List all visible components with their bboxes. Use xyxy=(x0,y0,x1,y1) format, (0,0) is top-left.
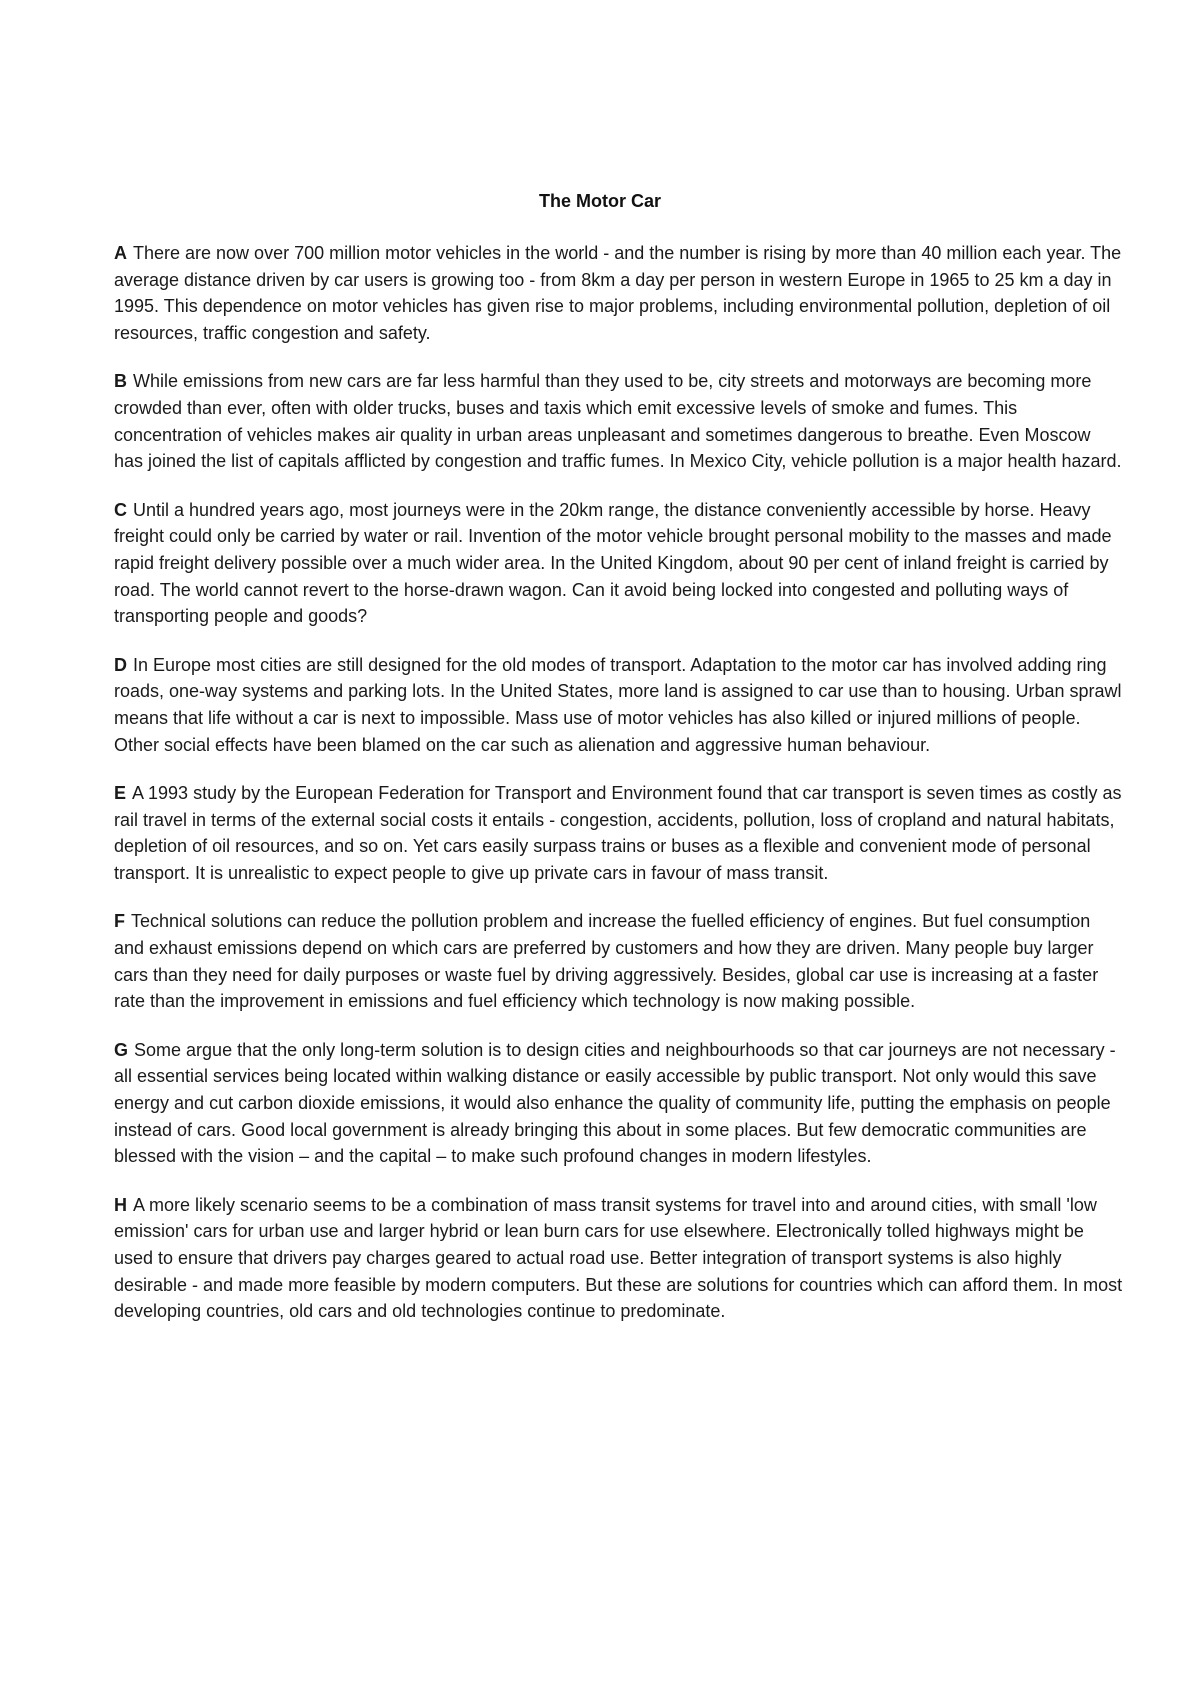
paragraph-g xyxy=(114,1037,1124,1170)
paragraph-h xyxy=(114,1192,1124,1325)
paragraph-text: A 1993 study by the European Federation for Transport and Environment found that car transport is seven times as costly as rail travel in terms of the external social costs it entails - congestion, accidents, pollution, loss of cropland and natural habitats, depletion of oil resources, and so on. Yet cars easily surpass trains or buses as a flexible and convenient mode of personal transport. It is unrealistic to expect people to give up private cars in favour of mass transit. xyxy=(114,783,1122,883)
paragraph-letter: B xyxy=(114,371,127,392)
document-body xyxy=(114,240,1124,1347)
paragraph-text: Technical solutions can reduce the pollution problem and increase the fuelled efficiency of engines. But fuel consumption and exhaust emissions depend on which cars are preferred by customers and how they are driven. Many people buy larger cars than they need for daily purposes or waste fuel by driving aggressively. Besides, global car use is increasing at a faster rate than the improvement in emissions and fuel efficiency which technology is now making possible. xyxy=(114,911,1099,1012)
paragraph-text: There are now over 700 million motor vehicles in the world - and the number is rising by more than 40 million each year. The average distance driven by car users is growing too - from 8km a day per person in western Europe in 1965 to 25 km a day in 1995. This dependence on motor vehicles has given rise to major problems, including environmental pollution, depletion of oil resources, traffic congestion and safety. xyxy=(114,243,1122,343)
paragraph-text: While emissions from new cars are far less harmful than they used to be, city streets and motorways are becoming more crowded than ever, often with older trucks, buses and taxis which emit excessive levels of smoke and fumes. This concentration of vehicles makes air quality in urban areas unpleasant and sometimes dangerous to breathe. Even Moscow has joined the list of capitals afflicted by congestion and traffic fumes. In Mexico City, vehicle pollution is a major health hazard. xyxy=(114,371,1122,472)
paragraph-a xyxy=(114,240,1124,346)
paragraph-letter: D xyxy=(114,654,127,675)
paragraph-c xyxy=(114,497,1124,630)
paragraph-letter: F xyxy=(114,911,125,932)
paragraph-letter: H xyxy=(114,1194,127,1215)
paragraph-letter: G xyxy=(114,1039,129,1060)
paragraph-text: In Europe most cities are still designed for the old modes of transport. Adaptation to the motor car has involved adding ring roads, one-way systems and parking lots. In the United States, more land is assigned to car use than to housing. Urban sprawl means that life without a car is next to impossible. Mass use of motor vehicles has also killed or injured millions of people. Other social effects have been blamed on the car such as alienation and aggressive human behaviour. xyxy=(114,654,1122,755)
paragraph-f xyxy=(114,908,1124,1014)
paragraph-letter: A xyxy=(114,243,127,263)
paragraph-b xyxy=(114,368,1124,474)
document-title: The Motor Car xyxy=(538,191,661,211)
paragraph-d xyxy=(114,652,1124,758)
paragraph-letter: E xyxy=(114,783,127,804)
paragraph-e xyxy=(114,780,1124,886)
paragraph-letter: C xyxy=(114,499,127,520)
paragraph-text: Some argue that the only long-term solution is to design cities and neighbourhoods so that car journeys are not necessary - all essential services being located within walking distance or easily accessible by public transport. Not only would this save energy and cut carbon dioxide emissions, it would also enhance the quality of community life, putting the emphasis on people instead of cars. Good local government is already bringing this about in some places. But few democratic communities are blessed with the vision – and the capital – to make such profound changes in modern lifestyles. xyxy=(114,1039,1116,1167)
paragraph-text: Until a hundred years ago, most journeys were in the 20km range, the distance conveniently accessible by horse. Heavy freight could only be carried by water or rail. Invention of the motor vehicle brought personal mobility to the masses and made rapid freight delivery possible over a much wider area. In the United Kingdom, about 90 per cent of inland freight is carried by road. The world cannot revert to the horse-drawn wagon. Can it avoid being locked into congested and polluting ways of transporting people and goods? xyxy=(114,499,1112,627)
paragraph-text: A more likely scenario seems to be a combination of mass transit systems for travel into and around cities, with small 'low emission' cars for urban use and larger hybrid or lean burn cars for use elsewhere. Electronically tolled highways might be used to ensure that drivers pay charges geared to actual road use. Better integration of transport systems is also highly desirable - and made more feasible by modern computers. But these are solutions for countries which can afford them. In most developing countries, old cars and old technologies continue to predominate. xyxy=(114,1194,1123,1322)
